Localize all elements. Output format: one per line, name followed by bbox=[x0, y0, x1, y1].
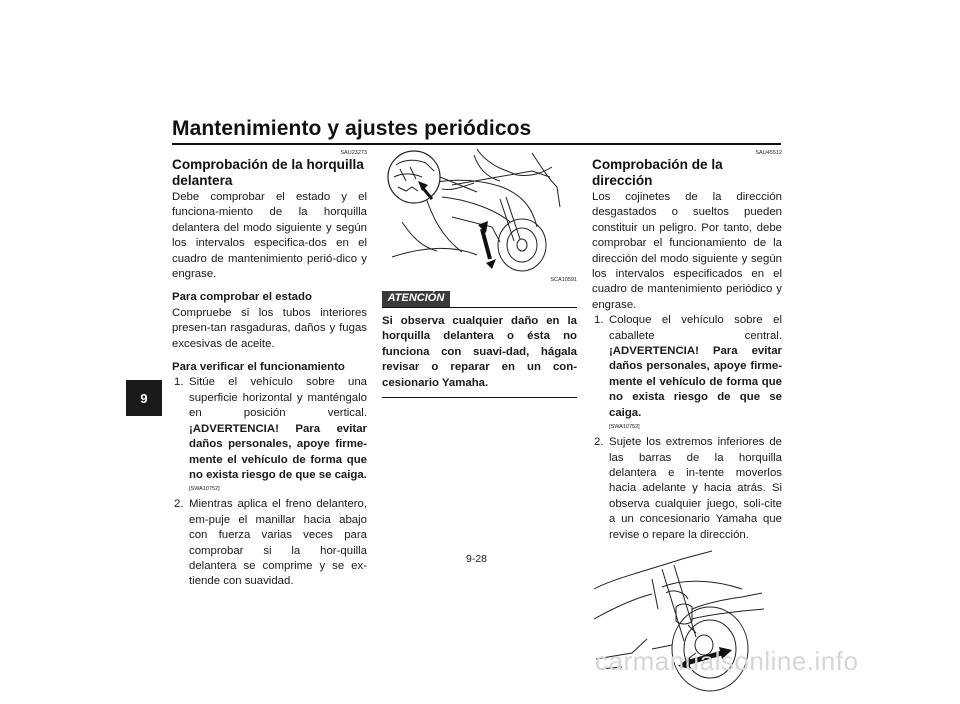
step-text: Mientras aplica el freno delantero, em-puje el manillar hacia abajo con fuerza varias veces para comprobar si la hor-quilla delantera se comprime y se ex-tiende con suavidad. bbox=[189, 498, 367, 588]
fork-check-illustration bbox=[382, 147, 577, 277]
page-number: 9-28 bbox=[466, 553, 488, 565]
step-number: 1. bbox=[594, 314, 604, 327]
middle-column bbox=[382, 150, 577, 398]
scooter-fork-drawing bbox=[382, 147, 577, 277]
warning-code: [SWA10752] bbox=[609, 424, 640, 431]
warning-text: ¡ADVERTENCIA! Para evitar daños personales, apoye firme-mente el vehículo de forma que no exista riesgo de que se caiga. bbox=[189, 422, 367, 481]
step-item bbox=[592, 435, 782, 543]
step-item bbox=[172, 375, 367, 483]
section-heading-fork: Comprobación de la horquilla delantera bbox=[172, 157, 364, 188]
step-number: 2. bbox=[174, 498, 184, 511]
subheading-condition: Para comprobar el estado bbox=[172, 291, 312, 304]
warning-text: ¡ADVERTENCIA! Para evitar daños personales, apoye firme-mente el vehículo de forma que no exista riesgo de que se caiga. bbox=[609, 345, 782, 419]
steering-steps bbox=[592, 313, 782, 543]
page-title: Mantenimiento y ajustes periódicos bbox=[172, 117, 532, 140]
attention-text: Si observa cualquier daño en la horquilla delantera o ésta no funciona con suavi-dad, hágala revisar o reparar en un con-cesionario Yamaha. bbox=[382, 315, 577, 389]
warning-code: [SWA10752] bbox=[189, 486, 220, 493]
step-number: 2. bbox=[594, 436, 604, 449]
section-code: SAU45512 bbox=[755, 150, 782, 156]
section-code: SAU23273 bbox=[340, 150, 367, 156]
left-column bbox=[172, 150, 367, 590]
attention-code: SCA10591 bbox=[550, 277, 577, 283]
step-item bbox=[592, 313, 782, 421]
chapter-tab: 9 bbox=[126, 380, 162, 416]
attention-end-rule bbox=[382, 397, 577, 398]
attention-label: ATENCIÓN bbox=[382, 291, 450, 307]
watermark: carmanualsonline.info bbox=[595, 646, 859, 676]
subheading-operation: Para verificar el funcionamiento bbox=[172, 361, 345, 374]
section-heading-steering: Comprobación de la dirección bbox=[592, 157, 723, 188]
step-item bbox=[172, 497, 367, 589]
step-instruction: Coloque el vehículo sobre el caballete central. bbox=[609, 314, 782, 342]
steering-intro: Los cojinetes de la dirección desgastados o sueltos pueden constituir un peligro. Por tanto, debe comprobar el funcionamiento de la dirección del modo siguiente y según los intervalos especificados en el cuadro de mantenimiento periódico y engrase. bbox=[592, 191, 782, 311]
condition-text: Compruebe si los tubos interiores presen-tan rasgaduras, daños y fugas excesivas de aceite. bbox=[172, 306, 367, 350]
step-text bbox=[189, 375, 367, 483]
header-rule bbox=[172, 143, 781, 145]
step-instruction: Sitúe el vehículo sobre una superficie horizontal y manténgalo en posición vertical. bbox=[189, 376, 367, 420]
operation-steps bbox=[172, 375, 367, 589]
attention-bar bbox=[382, 291, 577, 308]
right-column bbox=[592, 150, 782, 699]
step-text bbox=[609, 313, 782, 421]
step-number: 1. bbox=[174, 376, 184, 389]
step-text: Sujete los extremos inferiores de las barras de la horquilla delantera e in-tente moverlos hacia adelante y hacia atrás. Si observa cualquier juego, soli-cite a un concesionario Yamaha que revise o repare la dirección. bbox=[609, 436, 782, 541]
fork-intro: Debe comprobar el estado y el funciona-miento de la horquilla delantera del modo siguiente y según los intervalos especifica-dos en el cuadro de mantenimiento perió-dico y engrase. bbox=[172, 191, 367, 281]
